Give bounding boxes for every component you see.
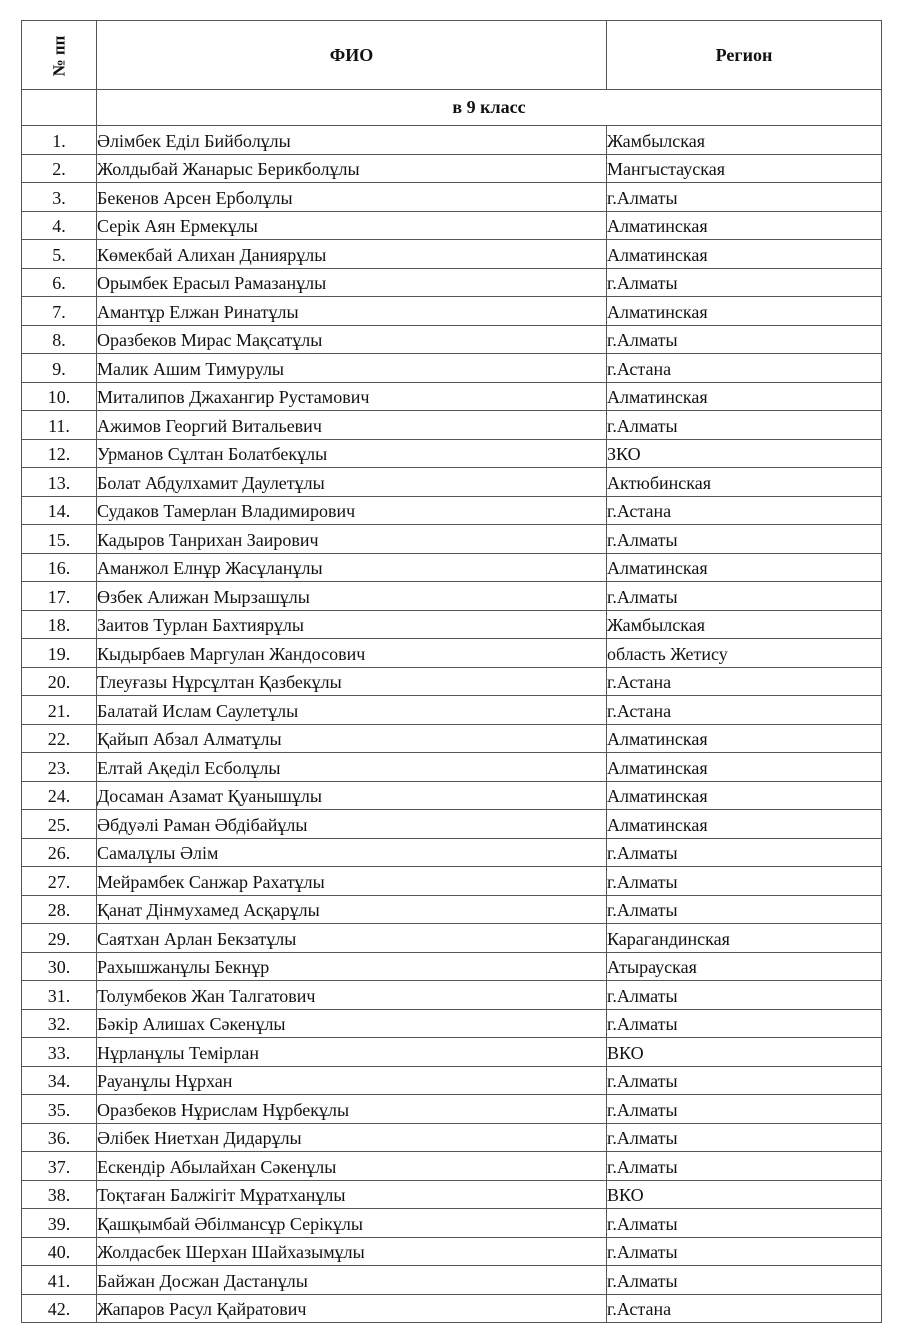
student-name: Миталипов Джахангир Рустамович (97, 382, 607, 411)
student-region: Карагандинская (607, 924, 882, 953)
student-region: Актюбинская (607, 468, 882, 497)
row-number: 25. (22, 810, 97, 839)
student-region: г.Алматы (607, 1095, 882, 1124)
student-name: Оразбеков Нұрислам Нұрбекұлы (97, 1095, 607, 1124)
student-name: Жолдасбек Шерхан Шайхазымұлы (97, 1237, 607, 1266)
table-row (22, 810, 882, 839)
table-row (22, 1152, 882, 1181)
student-region: Алматинская (607, 810, 882, 839)
student-name: Жапаров Расул Қайратович (97, 1294, 607, 1323)
student-region: Жамбылская (607, 126, 882, 155)
row-number: 26. (22, 838, 97, 867)
row-number: 41. (22, 1266, 97, 1295)
student-region: область Жетису (607, 639, 882, 668)
student-name: Досаман Азамат Қуанышұлы (97, 781, 607, 810)
student-name: Тлеуғазы Нұрсұлтан Қазбекұлы (97, 667, 607, 696)
student-name: Заитов Турлан Бахтиярұлы (97, 610, 607, 639)
student-region: ЗКО (607, 439, 882, 468)
table-row (22, 1009, 882, 1038)
student-region: г.Алматы (607, 867, 882, 896)
row-number: 34. (22, 1066, 97, 1095)
student-region: г.Алматы (607, 325, 882, 354)
student-name: Қайып Абзал Алматұлы (97, 724, 607, 753)
table-row (22, 1180, 882, 1209)
student-name: Нұрланұлы Темірлан (97, 1038, 607, 1067)
student-name: Ажимов Георгий Витальевич (97, 411, 607, 440)
student-region: Алматинская (607, 240, 882, 269)
table-row (22, 268, 882, 297)
student-region: ВКО (607, 1038, 882, 1067)
student-name: Рауанұлы Нұрхан (97, 1066, 607, 1095)
student-name: Болат Абдулхамит Даулетұлы (97, 468, 607, 497)
student-name: Самалұлы Әлім (97, 838, 607, 867)
table-row (22, 496, 882, 525)
row-number: 32. (22, 1009, 97, 1038)
table-row (22, 952, 882, 981)
table-row (22, 1123, 882, 1152)
student-region: г.Алматы (607, 1209, 882, 1238)
student-region: г.Астана (607, 696, 882, 725)
student-name: Қанат Дінмухамед Асқарұлы (97, 895, 607, 924)
student-region: г.Алматы (607, 1237, 882, 1266)
row-number: 7. (22, 297, 97, 326)
student-name: Кыдырбаев Маргулан Жандосович (97, 639, 607, 668)
table-row (22, 1294, 882, 1323)
student-region: г.Алматы (607, 1152, 882, 1181)
table-row (22, 781, 882, 810)
header-number-label: № пп (49, 35, 68, 76)
table-row (22, 924, 882, 953)
row-number: 15. (22, 525, 97, 554)
table-row (22, 126, 882, 155)
row-number: 22. (22, 724, 97, 753)
table-row (22, 297, 882, 326)
row-number: 28. (22, 895, 97, 924)
table-row (22, 1066, 882, 1095)
table-row (22, 753, 882, 782)
student-region: Мангыстауская (607, 154, 882, 183)
table-row (22, 724, 882, 753)
student-name: Оразбеков Мирас Мақсатұлы (97, 325, 607, 354)
table-row (22, 240, 882, 269)
row-number: 20. (22, 667, 97, 696)
participants-table (21, 20, 882, 1323)
student-name: Толумбеков Жан Талгатович (97, 981, 607, 1010)
row-number: 35. (22, 1095, 97, 1124)
row-number: 24. (22, 781, 97, 810)
row-number: 21. (22, 696, 97, 725)
table-row (22, 696, 882, 725)
student-region: г.Астана (607, 496, 882, 525)
table-row (22, 639, 882, 668)
student-name: Қашқымбай Әбілмансұр Серікұлы (97, 1209, 607, 1238)
row-number: 37. (22, 1152, 97, 1181)
row-number: 17. (22, 582, 97, 611)
student-region: г.Алматы (607, 582, 882, 611)
table-row (22, 468, 882, 497)
student-name: Мейрамбек Санжар Рахатұлы (97, 867, 607, 896)
student-region: г.Алматы (607, 183, 882, 212)
table-row (22, 1095, 882, 1124)
student-region: ВКО (607, 1180, 882, 1209)
row-number: 5. (22, 240, 97, 269)
student-region: г.Алматы (607, 895, 882, 924)
section-label: в 9 класс (97, 90, 882, 126)
row-number: 4. (22, 211, 97, 240)
student-name: Ескендір Абылайхан Сәкенұлы (97, 1152, 607, 1181)
section-row (22, 90, 882, 126)
row-number: 3. (22, 183, 97, 212)
row-number: 8. (22, 325, 97, 354)
student-name: Байжан Досжан Дастанұлы (97, 1266, 607, 1295)
row-number: 6. (22, 268, 97, 297)
table-header-row (22, 21, 882, 90)
header-number (22, 21, 97, 90)
row-number: 23. (22, 753, 97, 782)
student-name: Рахышжанұлы Бекнұр (97, 952, 607, 981)
student-name: Саятхан Арлан Бекзатұлы (97, 924, 607, 953)
table-row (22, 867, 882, 896)
table-row (22, 525, 882, 554)
row-number: 16. (22, 553, 97, 582)
section-empty-cell (22, 90, 97, 126)
row-number: 2. (22, 154, 97, 183)
row-number: 19. (22, 639, 97, 668)
student-region: г.Астана (607, 667, 882, 696)
table-row (22, 667, 882, 696)
student-region: г.Алматы (607, 981, 882, 1010)
student-region: г.Алматы (607, 838, 882, 867)
table-row (22, 981, 882, 1010)
table-row (22, 211, 882, 240)
row-number: 33. (22, 1038, 97, 1067)
student-name: Амантұр Елжан Ринатұлы (97, 297, 607, 326)
student-name: Судаков Тамерлан Владимирович (97, 496, 607, 525)
table-row (22, 154, 882, 183)
table-row (22, 1266, 882, 1295)
row-number: 29. (22, 924, 97, 953)
row-number: 13. (22, 468, 97, 497)
student-region: г.Алматы (607, 1066, 882, 1095)
student-name: Орымбек Ерасыл Рамазанұлы (97, 268, 607, 297)
table-row (22, 610, 882, 639)
student-region: Атырауская (607, 952, 882, 981)
student-region: Алматинская (607, 781, 882, 810)
student-region: г.Астана (607, 1294, 882, 1323)
row-number: 9. (22, 354, 97, 383)
student-name: Балатай Ислам Саулетұлы (97, 696, 607, 725)
student-name: Елтай Ақеділ Есболұлы (97, 753, 607, 782)
student-name: Әлібек Ниетхан Дидарұлы (97, 1123, 607, 1152)
student-name: Көмекбай Алихан Даниярұлы (97, 240, 607, 269)
table-row (22, 1038, 882, 1067)
row-number: 10. (22, 382, 97, 411)
row-number: 39. (22, 1209, 97, 1238)
student-region: г.Алматы (607, 268, 882, 297)
student-name: Урманов Сұлтан Болатбекұлы (97, 439, 607, 468)
student-name: Малик Ашим Тимурулы (97, 354, 607, 383)
row-number: 1. (22, 126, 97, 155)
header-name: ФИО (97, 21, 607, 90)
row-number: 42. (22, 1294, 97, 1323)
table-row (22, 895, 882, 924)
row-number: 14. (22, 496, 97, 525)
student-name: Тоқтаған Балжігіт Мұратханұлы (97, 1180, 607, 1209)
row-number: 31. (22, 981, 97, 1010)
table-row (22, 411, 882, 440)
student-name: Өзбек Алижан Мырзашұлы (97, 582, 607, 611)
row-number: 30. (22, 952, 97, 981)
row-number: 40. (22, 1237, 97, 1266)
student-name: Кадыров Танрихан Заирович (97, 525, 607, 554)
row-number: 18. (22, 610, 97, 639)
student-region: Алматинская (607, 724, 882, 753)
table-row (22, 553, 882, 582)
student-region: г.Алматы (607, 1123, 882, 1152)
student-region: Жамбылская (607, 610, 882, 639)
student-region: Алматинская (607, 211, 882, 240)
row-number: 12. (22, 439, 97, 468)
student-region: г.Алматы (607, 411, 882, 440)
table-row (22, 582, 882, 611)
student-name: Бәкір Алишах Сәкенұлы (97, 1009, 607, 1038)
table-row (22, 382, 882, 411)
student-region: г.Астана (607, 354, 882, 383)
student-region: г.Алматы (607, 525, 882, 554)
student-name: Әбдуәлі Раман Әбдібайұлы (97, 810, 607, 839)
table-row (22, 1209, 882, 1238)
student-name: Жолдыбай Жанарыс Берикболұлы (97, 154, 607, 183)
header-region: Регион (607, 21, 882, 90)
student-region: Алматинская (607, 753, 882, 782)
student-name: Бекенов Арсен Ерболұлы (97, 183, 607, 212)
table-row (22, 1237, 882, 1266)
student-region: г.Алматы (607, 1009, 882, 1038)
student-name: Аманжол Елнұр Жасұланұлы (97, 553, 607, 582)
row-number: 27. (22, 867, 97, 896)
table-row (22, 183, 882, 212)
student-region: Алматинская (607, 297, 882, 326)
student-name: Серік Аян Ермекұлы (97, 211, 607, 240)
student-region: г.Алматы (607, 1266, 882, 1295)
table-row (22, 325, 882, 354)
table-row (22, 354, 882, 383)
row-number: 36. (22, 1123, 97, 1152)
table-row (22, 439, 882, 468)
row-number: 38. (22, 1180, 97, 1209)
student-region: Алматинская (607, 382, 882, 411)
student-region: Алматинская (607, 553, 882, 582)
table-row (22, 838, 882, 867)
student-name: Әлімбек Еділ Бийболұлы (97, 126, 607, 155)
row-number: 11. (22, 411, 97, 440)
